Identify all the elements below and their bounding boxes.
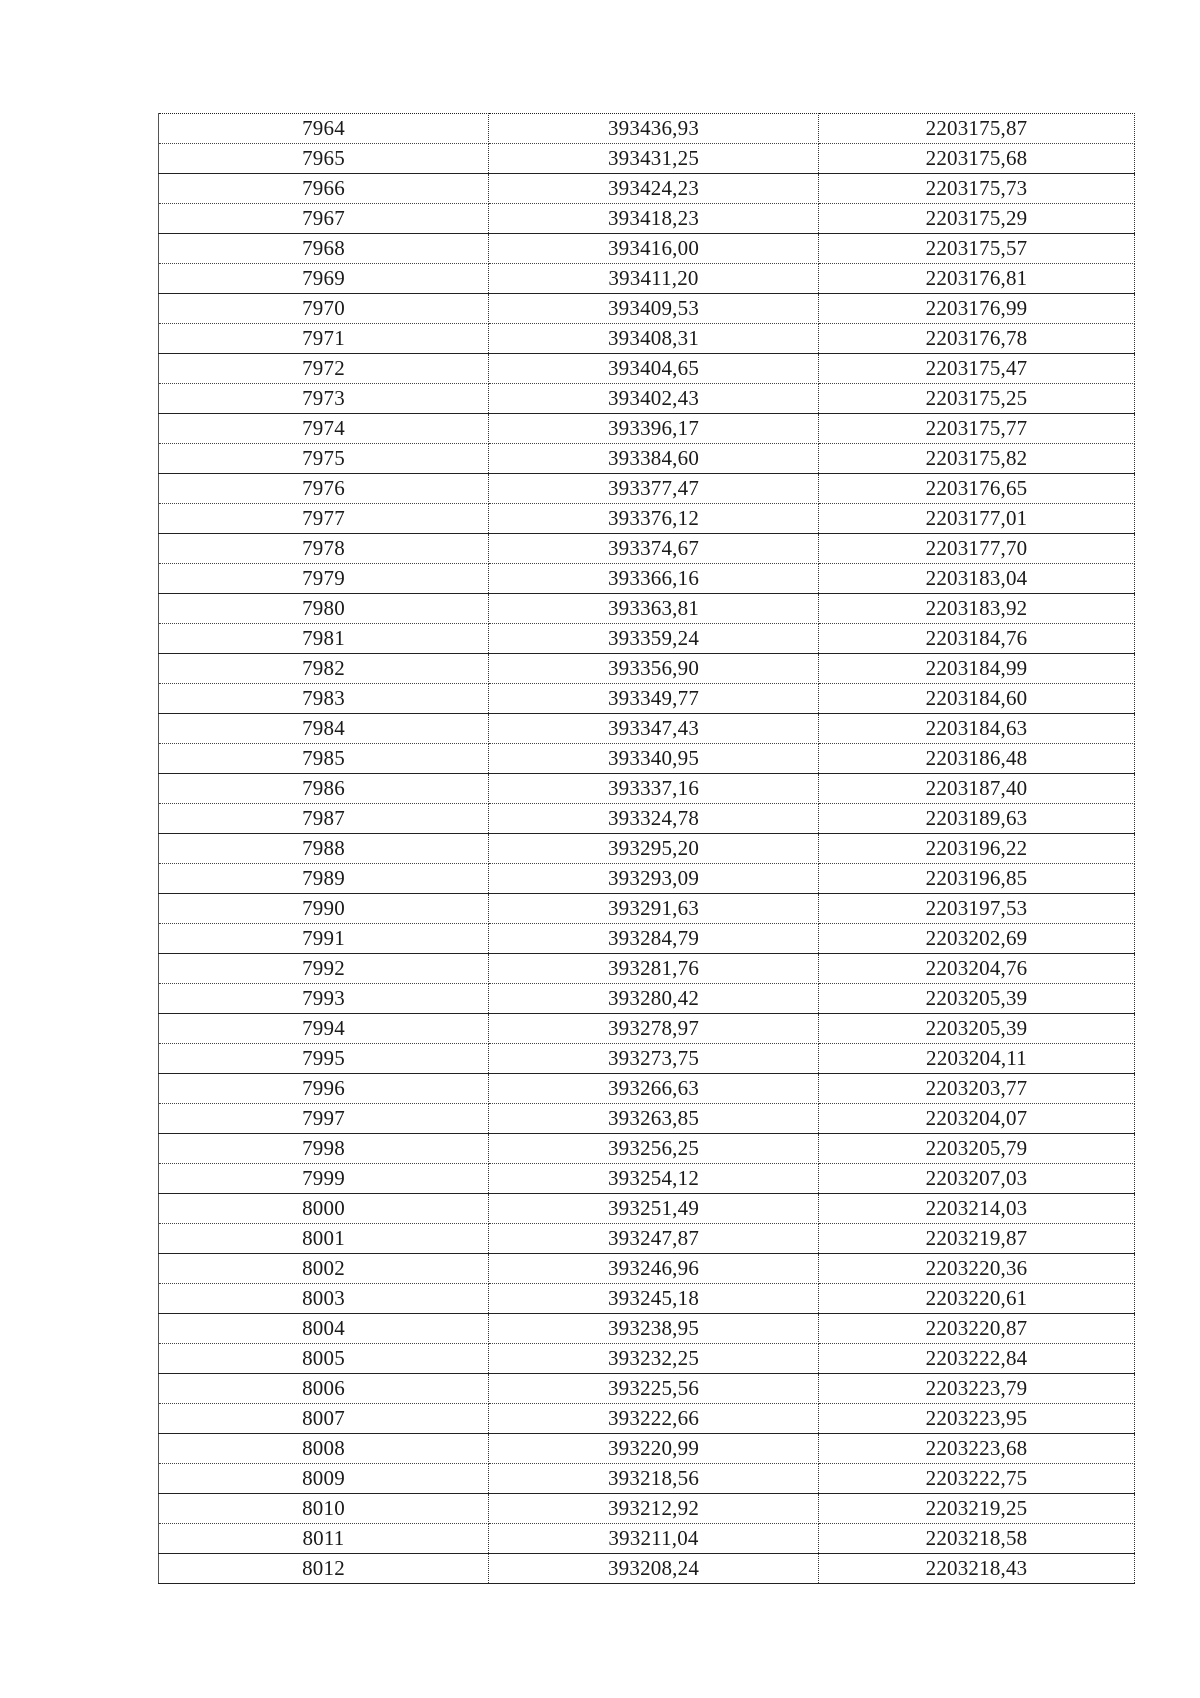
y-coordinate-cell: 2203196,85 <box>819 864 1135 894</box>
y-coordinate-cell: 2203184,60 <box>819 684 1135 714</box>
y-coordinate-cell: 2203177,01 <box>819 504 1135 534</box>
point-number-cell: 7972 <box>159 354 489 384</box>
table-row <box>159 744 1135 774</box>
x-coordinate-cell: 393263,85 <box>489 1104 819 1134</box>
table-row <box>159 1104 1135 1134</box>
x-coordinate-cell: 393384,60 <box>489 444 819 474</box>
x-coordinate-cell: 393291,63 <box>489 894 819 924</box>
x-coordinate-cell: 393349,77 <box>489 684 819 714</box>
y-coordinate-cell: 2203175,47 <box>819 354 1135 384</box>
table-row <box>159 1014 1135 1044</box>
y-coordinate-cell: 2203184,99 <box>819 654 1135 684</box>
y-coordinate-cell: 2203222,75 <box>819 1464 1135 1494</box>
point-number-cell: 7967 <box>159 204 489 234</box>
x-coordinate-cell: 393254,12 <box>489 1164 819 1194</box>
x-coordinate-cell: 393366,16 <box>489 564 819 594</box>
table-row <box>159 504 1135 534</box>
table-row <box>159 654 1135 684</box>
y-coordinate-cell: 2203197,53 <box>819 894 1135 924</box>
point-number-cell: 8007 <box>159 1404 489 1434</box>
point-number-cell: 7965 <box>159 144 489 174</box>
point-number-cell: 7975 <box>159 444 489 474</box>
y-coordinate-cell: 2203175,57 <box>819 234 1135 264</box>
point-number-cell: 7994 <box>159 1014 489 1044</box>
point-number-cell: 8010 <box>159 1494 489 1524</box>
table-row <box>159 474 1135 504</box>
point-number-cell: 7987 <box>159 804 489 834</box>
table-row <box>159 1044 1135 1074</box>
table-row <box>159 1374 1135 1404</box>
x-coordinate-cell: 393251,49 <box>489 1194 819 1224</box>
x-coordinate-cell: 393418,23 <box>489 204 819 234</box>
y-coordinate-cell: 2203204,76 <box>819 954 1135 984</box>
point-number-cell: 7980 <box>159 594 489 624</box>
point-number-cell: 8005 <box>159 1344 489 1374</box>
table-row <box>159 1074 1135 1104</box>
x-coordinate-cell: 393281,76 <box>489 954 819 984</box>
point-number-cell: 7985 <box>159 744 489 774</box>
point-number-cell: 7974 <box>159 414 489 444</box>
point-number-cell: 7995 <box>159 1044 489 1074</box>
table-row <box>159 984 1135 1014</box>
y-coordinate-cell: 2203222,84 <box>819 1344 1135 1374</box>
point-number-cell: 7999 <box>159 1164 489 1194</box>
x-coordinate-cell: 393337,16 <box>489 774 819 804</box>
x-coordinate-cell: 393363,81 <box>489 594 819 624</box>
x-coordinate-cell: 393431,25 <box>489 144 819 174</box>
table-row <box>159 1494 1135 1524</box>
y-coordinate-cell: 2203205,39 <box>819 1014 1135 1044</box>
x-coordinate-cell: 393295,20 <box>489 834 819 864</box>
x-coordinate-cell: 393246,96 <box>489 1254 819 1284</box>
table-row <box>159 1284 1135 1314</box>
x-coordinate-cell: 393266,63 <box>489 1074 819 1104</box>
table-row <box>159 924 1135 954</box>
y-coordinate-cell: 2203220,87 <box>819 1314 1135 1344</box>
y-coordinate-cell: 2203187,40 <box>819 774 1135 804</box>
y-coordinate-cell: 2203205,79 <box>819 1134 1135 1164</box>
y-coordinate-cell: 2203183,04 <box>819 564 1135 594</box>
point-number-cell: 8003 <box>159 1284 489 1314</box>
x-coordinate-cell: 393218,56 <box>489 1464 819 1494</box>
y-coordinate-cell: 2203220,61 <box>819 1284 1135 1314</box>
table-row <box>159 774 1135 804</box>
x-coordinate-cell: 393424,23 <box>489 174 819 204</box>
x-coordinate-cell: 393356,90 <box>489 654 819 684</box>
y-coordinate-cell: 2203205,39 <box>819 984 1135 1014</box>
y-coordinate-cell: 2203176,99 <box>819 294 1135 324</box>
x-coordinate-cell: 393347,43 <box>489 714 819 744</box>
table-row <box>159 144 1135 174</box>
y-coordinate-cell: 2203189,63 <box>819 804 1135 834</box>
x-coordinate-cell: 393374,67 <box>489 534 819 564</box>
table-row <box>159 1224 1135 1254</box>
table-row <box>159 234 1135 264</box>
point-number-cell: 8011 <box>159 1524 489 1554</box>
y-coordinate-cell: 2203183,92 <box>819 594 1135 624</box>
y-coordinate-cell: 2203196,22 <box>819 834 1135 864</box>
x-coordinate-cell: 393222,66 <box>489 1404 819 1434</box>
y-coordinate-cell: 2203175,25 <box>819 384 1135 414</box>
y-coordinate-cell: 2203176,81 <box>819 264 1135 294</box>
x-coordinate-cell: 393396,17 <box>489 414 819 444</box>
table-row <box>159 294 1135 324</box>
x-coordinate-cell: 393436,93 <box>489 114 819 144</box>
table-row <box>159 324 1135 354</box>
x-coordinate-cell: 393238,95 <box>489 1314 819 1344</box>
x-coordinate-cell: 393408,31 <box>489 324 819 354</box>
x-coordinate-cell: 393402,43 <box>489 384 819 414</box>
point-number-cell: 7964 <box>159 114 489 144</box>
x-coordinate-cell: 393220,99 <box>489 1434 819 1464</box>
x-coordinate-cell: 393225,56 <box>489 1374 819 1404</box>
x-coordinate-cell: 393340,95 <box>489 744 819 774</box>
y-coordinate-cell: 2203219,87 <box>819 1224 1135 1254</box>
coordinates-table-body <box>159 114 1135 1584</box>
y-coordinate-cell: 2203175,73 <box>819 174 1135 204</box>
point-number-cell: 7966 <box>159 174 489 204</box>
x-coordinate-cell: 393247,87 <box>489 1224 819 1254</box>
y-coordinate-cell: 2203214,03 <box>819 1194 1135 1224</box>
table-row <box>159 834 1135 864</box>
x-coordinate-cell: 393293,09 <box>489 864 819 894</box>
x-coordinate-cell: 393359,24 <box>489 624 819 654</box>
y-coordinate-cell: 2203223,95 <box>819 1404 1135 1434</box>
table-row <box>159 414 1135 444</box>
y-coordinate-cell: 2203175,68 <box>819 144 1135 174</box>
table-row <box>159 954 1135 984</box>
point-number-cell: 7981 <box>159 624 489 654</box>
table-row <box>159 264 1135 294</box>
x-coordinate-cell: 393278,97 <box>489 1014 819 1044</box>
y-coordinate-cell: 2203184,76 <box>819 624 1135 654</box>
x-coordinate-cell: 393245,18 <box>489 1284 819 1314</box>
table-row <box>159 534 1135 564</box>
point-number-cell: 8008 <box>159 1434 489 1464</box>
point-number-cell: 7997 <box>159 1104 489 1134</box>
point-number-cell: 7992 <box>159 954 489 984</box>
point-number-cell: 8002 <box>159 1254 489 1284</box>
point-number-cell: 7968 <box>159 234 489 264</box>
point-number-cell: 7993 <box>159 984 489 1014</box>
x-coordinate-cell: 393377,47 <box>489 474 819 504</box>
point-number-cell: 7976 <box>159 474 489 504</box>
table-row <box>159 714 1135 744</box>
table-row <box>159 204 1135 234</box>
table-row <box>159 174 1135 204</box>
point-number-cell: 8004 <box>159 1314 489 1344</box>
point-number-cell: 7978 <box>159 534 489 564</box>
y-coordinate-cell: 2203204,07 <box>819 1104 1135 1134</box>
y-coordinate-cell: 2203219,25 <box>819 1494 1135 1524</box>
y-coordinate-cell: 2203184,63 <box>819 714 1135 744</box>
x-coordinate-cell: 393280,42 <box>489 984 819 1014</box>
table-row <box>159 1404 1135 1434</box>
table-row <box>159 624 1135 654</box>
y-coordinate-cell: 2203186,48 <box>819 744 1135 774</box>
table-row <box>159 894 1135 924</box>
point-number-cell: 7973 <box>159 384 489 414</box>
point-number-cell: 7984 <box>159 714 489 744</box>
table-row <box>159 1164 1135 1194</box>
table-row <box>159 564 1135 594</box>
table-row <box>159 114 1135 144</box>
y-coordinate-cell: 2203175,82 <box>819 444 1135 474</box>
x-coordinate-cell: 393273,75 <box>489 1044 819 1074</box>
table-row <box>159 1344 1135 1374</box>
table-row <box>159 444 1135 474</box>
y-coordinate-cell: 2203176,78 <box>819 324 1135 354</box>
table-row <box>159 594 1135 624</box>
point-number-cell: 7986 <box>159 774 489 804</box>
point-number-cell: 8006 <box>159 1374 489 1404</box>
x-coordinate-cell: 393416,00 <box>489 234 819 264</box>
point-number-cell: 7990 <box>159 894 489 924</box>
point-number-cell: 7971 <box>159 324 489 354</box>
x-coordinate-cell: 393256,25 <box>489 1134 819 1164</box>
point-number-cell: 7979 <box>159 564 489 594</box>
y-coordinate-cell: 2203223,68 <box>819 1434 1135 1464</box>
point-number-cell: 7996 <box>159 1074 489 1104</box>
point-number-cell: 7982 <box>159 654 489 684</box>
point-number-cell: 7989 <box>159 864 489 894</box>
x-coordinate-cell: 393211,04 <box>489 1524 819 1554</box>
y-coordinate-cell: 2203175,29 <box>819 204 1135 234</box>
x-coordinate-cell: 393284,79 <box>489 924 819 954</box>
y-coordinate-cell: 2203218,58 <box>819 1524 1135 1554</box>
point-number-cell: 8000 <box>159 1194 489 1224</box>
x-coordinate-cell: 393212,92 <box>489 1494 819 1524</box>
x-coordinate-cell: 393232,25 <box>489 1344 819 1374</box>
x-coordinate-cell: 393324,78 <box>489 804 819 834</box>
point-number-cell: 7970 <box>159 294 489 324</box>
point-number-cell: 8001 <box>159 1224 489 1254</box>
table-row <box>159 354 1135 384</box>
table-row <box>159 1464 1135 1494</box>
x-coordinate-cell: 393409,53 <box>489 294 819 324</box>
point-number-cell: 7977 <box>159 504 489 534</box>
x-coordinate-cell: 393404,65 <box>489 354 819 384</box>
table-row <box>159 864 1135 894</box>
table-row <box>159 1524 1135 1554</box>
y-coordinate-cell: 2203175,77 <box>819 414 1135 444</box>
point-number-cell: 7998 <box>159 1134 489 1164</box>
table-row <box>159 804 1135 834</box>
point-number-cell: 7991 <box>159 924 489 954</box>
x-coordinate-cell: 393208,24 <box>489 1554 819 1584</box>
y-coordinate-cell: 2203177,70 <box>819 534 1135 564</box>
y-coordinate-cell: 2203202,69 <box>819 924 1135 954</box>
y-coordinate-cell: 2203176,65 <box>819 474 1135 504</box>
table-row <box>159 1194 1135 1224</box>
table-row <box>159 1314 1135 1344</box>
point-number-cell: 7988 <box>159 834 489 864</box>
y-coordinate-cell: 2203218,43 <box>819 1554 1135 1584</box>
y-coordinate-cell: 2203175,87 <box>819 114 1135 144</box>
y-coordinate-cell: 2203203,77 <box>819 1074 1135 1104</box>
table-row <box>159 1254 1135 1284</box>
point-number-cell: 8012 <box>159 1554 489 1584</box>
table-row <box>159 1434 1135 1464</box>
y-coordinate-cell: 2203207,03 <box>819 1164 1135 1194</box>
y-coordinate-cell: 2203223,79 <box>819 1374 1135 1404</box>
point-number-cell: 7983 <box>159 684 489 714</box>
point-number-cell: 8009 <box>159 1464 489 1494</box>
table-row <box>159 684 1135 714</box>
table-row <box>159 1134 1135 1164</box>
table-row <box>159 1554 1135 1584</box>
x-coordinate-cell: 393411,20 <box>489 264 819 294</box>
y-coordinate-cell: 2203204,11 <box>819 1044 1135 1074</box>
point-number-cell: 7969 <box>159 264 489 294</box>
table-row <box>159 384 1135 414</box>
y-coordinate-cell: 2203220,36 <box>819 1254 1135 1284</box>
x-coordinate-cell: 393376,12 <box>489 504 819 534</box>
coordinates-table <box>158 113 1135 1584</box>
